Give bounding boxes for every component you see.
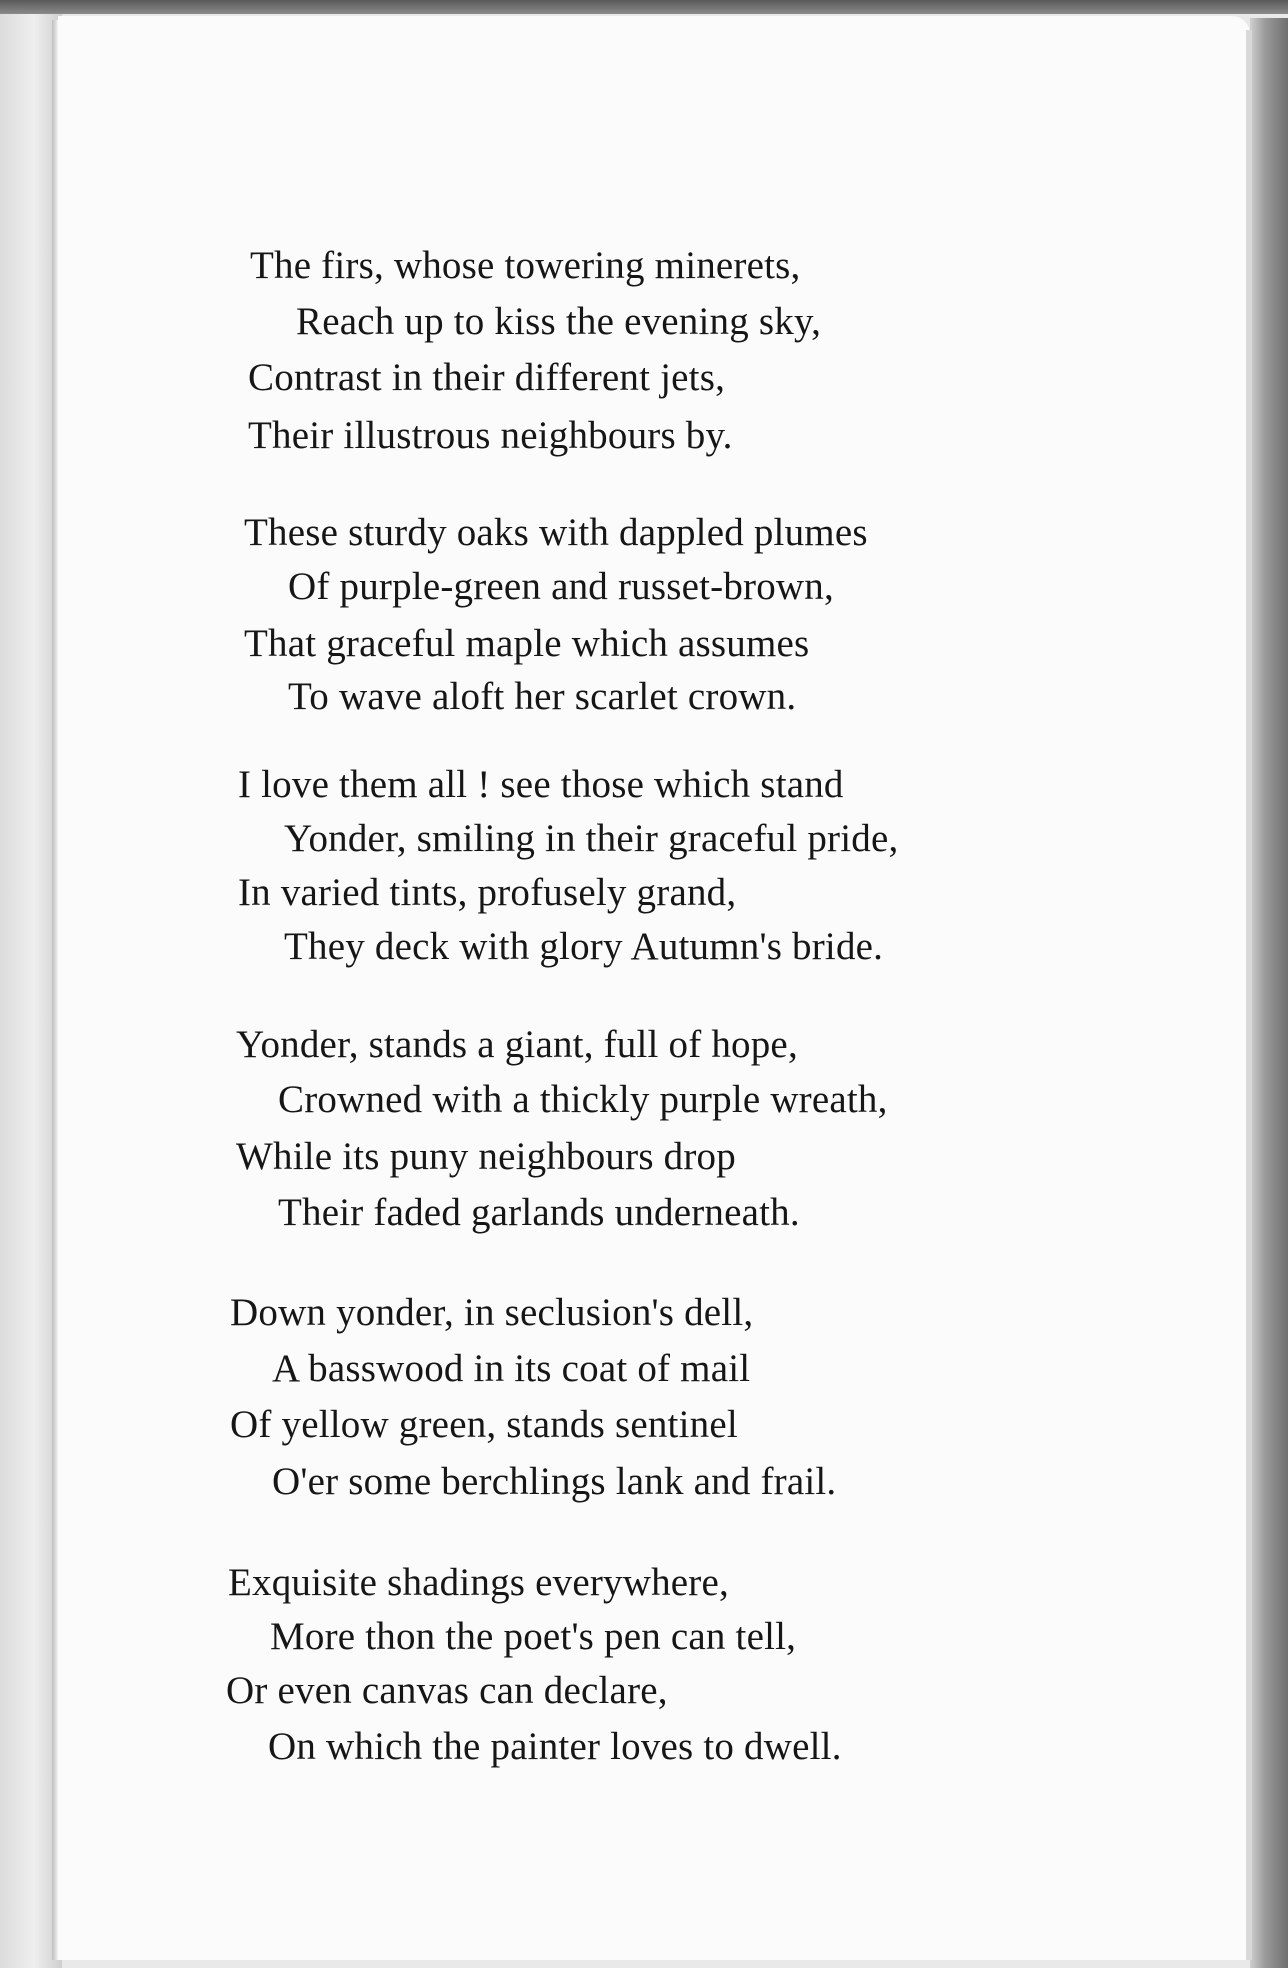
- poem-line: Exquisite shadings everywhere,: [228, 1561, 729, 1604]
- poem-line: Crowned with a thickly purple wreath,: [278, 1078, 888, 1121]
- poem-line: That graceful maple which assumes: [244, 622, 810, 665]
- poem-line: Their illustrous neighbours by.: [248, 414, 733, 457]
- poem-line: The firs, whose towering minerets,: [250, 244, 801, 287]
- poem-line: A basswood in its coat of mail: [272, 1347, 751, 1390]
- poem-line: In varied tints, profusely grand,: [238, 871, 737, 914]
- poem-line: Contrast in their different jets,: [248, 356, 726, 399]
- poem-line: While its puny neighbours drop: [236, 1135, 736, 1178]
- poem-line: To wave aloft her scarlet crown.: [288, 675, 797, 718]
- poem-line: Yonder, smiling in their graceful pride,: [284, 817, 899, 860]
- poem-line: O'er some berchlings lank and frail.: [272, 1460, 837, 1503]
- poem-line: Of purple-green and russet-brown,: [288, 565, 834, 608]
- poem-line: On which the painter loves to dwell.: [268, 1725, 842, 1768]
- poem-line: Reach up to kiss the evening sky,: [296, 300, 822, 343]
- poem-line: Down yonder, in seclusion's dell,: [230, 1291, 754, 1334]
- poem-line: They deck with glory Autumn's bride.: [284, 925, 884, 968]
- poem-line: These sturdy oaks with dappled plumes: [244, 511, 868, 554]
- poem-line: I love them all ! see those which stand: [238, 763, 844, 806]
- poem-line: More thon the poet's pen can tell,: [270, 1615, 797, 1658]
- poem-line: Their faded garlands underneath.: [278, 1191, 800, 1234]
- poem-line: Yonder, stands a giant, full of hope,: [236, 1023, 798, 1066]
- poem-line: Of yellow green, stands sentinel: [230, 1403, 738, 1446]
- poem-line: Or even canvas can declare,: [226, 1669, 668, 1712]
